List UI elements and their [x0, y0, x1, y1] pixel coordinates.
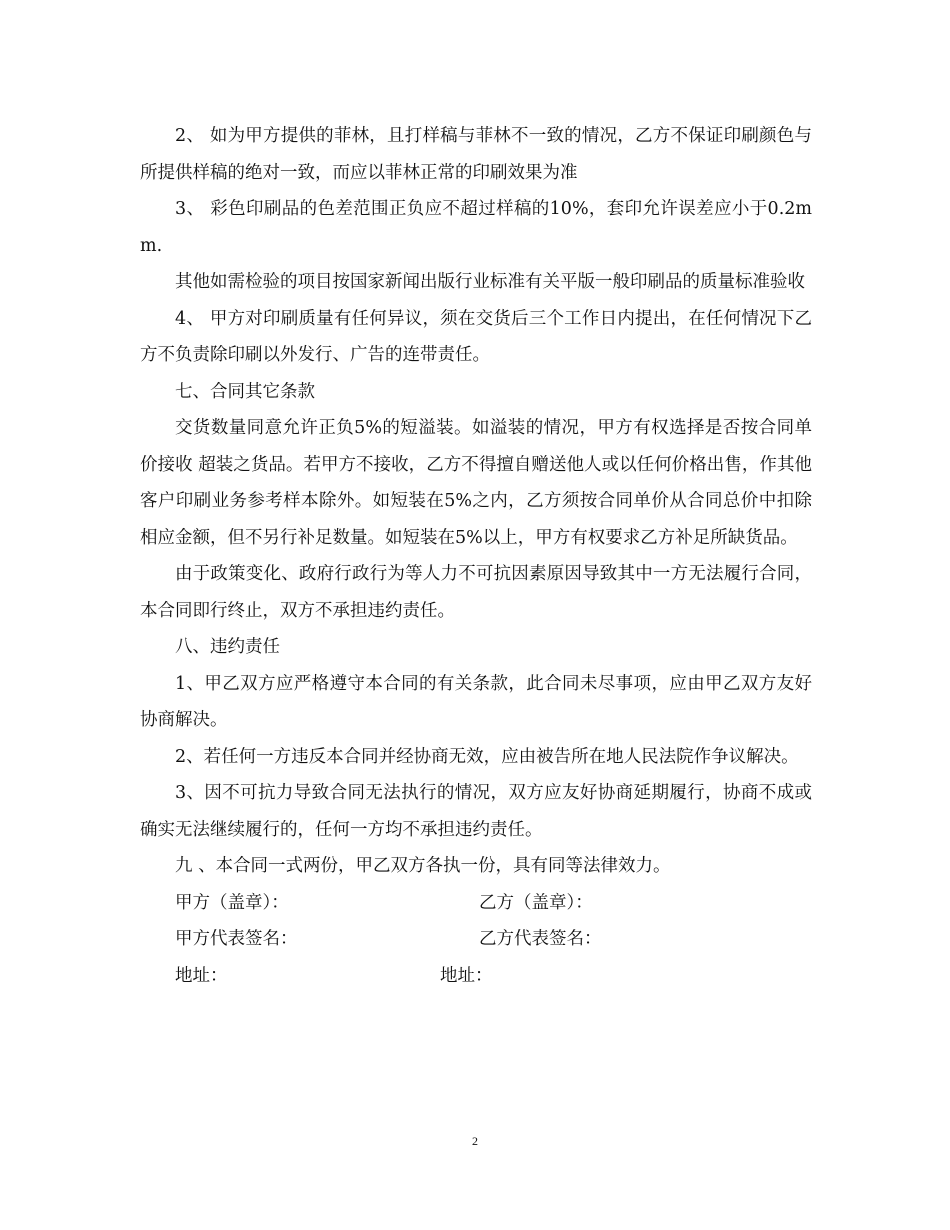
- clause-force-majeure-policy: 由于政策变化、政府行政行为等人力不可抗因素原因导致其中一方无法履行合同，本合同即行终止，双方不承担违约责任。: [140, 564, 812, 621]
- party-b-seal-label: 乙方（盖章）：: [479, 892, 593, 913]
- clause-8-2-dispute: 2、若任何一方违反本合同并经协商无效，应由被告所在地人民法院作争议解决。: [175, 746, 799, 767]
- party-a-address-label: 地址：: [175, 965, 228, 986]
- signature-row-seal: [140, 885, 812, 922]
- clause-8-3-force-majeure: 3、因不可抗力导致合同无法执行的情况，双方应友好协商延期履行，协商不成或确实无法继续履行的，任何一方均不承担违约责任。: [140, 783, 812, 840]
- clause-3-color-tolerance: 3、 彩色印刷品的色差范围正负应不超过样稿的10%，套印允许误差应小于0.2mm.: [140, 199, 812, 256]
- signature-row-representative: [140, 921, 812, 958]
- party-b-rep-label: 乙方代表签名：: [479, 929, 602, 949]
- section-9-copies: 九 、本合同一式两份，甲乙双方各执一份，具有同等法律效力。: [175, 856, 671, 876]
- party-a-rep-label: 甲方代表签名：: [175, 929, 298, 949]
- page-number: 2: [472, 1134, 478, 1148]
- clause-inspection-standard: 其他如需检验的项目按国家新闻出版行业标准有关平版一般印刷品的质量标准验收: [175, 272, 805, 292]
- clause-4-quality-objection: 4、 甲方对印刷质量有任何异议，须在交货后三个工作日内提出，在任何情况下乙方不负责除印刷以外发行、广告的连带责任。: [140, 308, 812, 365]
- clause-8-1-compliance: 1、甲乙双方应严格遵守本合同的有关条款，此合同未尽事项，应由甲乙双方友好协商解决。: [140, 673, 812, 730]
- document-body: [140, 118, 812, 994]
- section-7-heading: 七、合同其它条款: [175, 381, 315, 402]
- clause-2-film-proof: 2、 如为甲方提供的菲林，且打样稿与菲林不一致的情况，乙方不保证印刷颜色与所提供样稿的绝对一致，而应以菲林正常的印刷效果为准: [140, 126, 812, 183]
- section-8-heading: 八、违约责任: [175, 637, 280, 657]
- clause-delivery-quantity: 交货数量同意允许正负5%的短溢装。如溢装的情况，甲方有权选择是否按合同单价接收 超装之货品。若甲方不接收，乙方不得擅自赠送他人或以任何价格出售，作其他客户印刷业务参考样本除外。如短装在5%之内，乙方须按合同单价从合同总价中扣除相应金额，但不另行补足数量。如短装在5%以上，甲方有权要求乙方补足所缺货品。: [140, 418, 812, 548]
- party-b-address-label: 地址：: [440, 965, 493, 986]
- party-a-seal-label: 甲方（盖章）：: [175, 892, 289, 913]
- signature-row-address: [140, 958, 812, 995]
